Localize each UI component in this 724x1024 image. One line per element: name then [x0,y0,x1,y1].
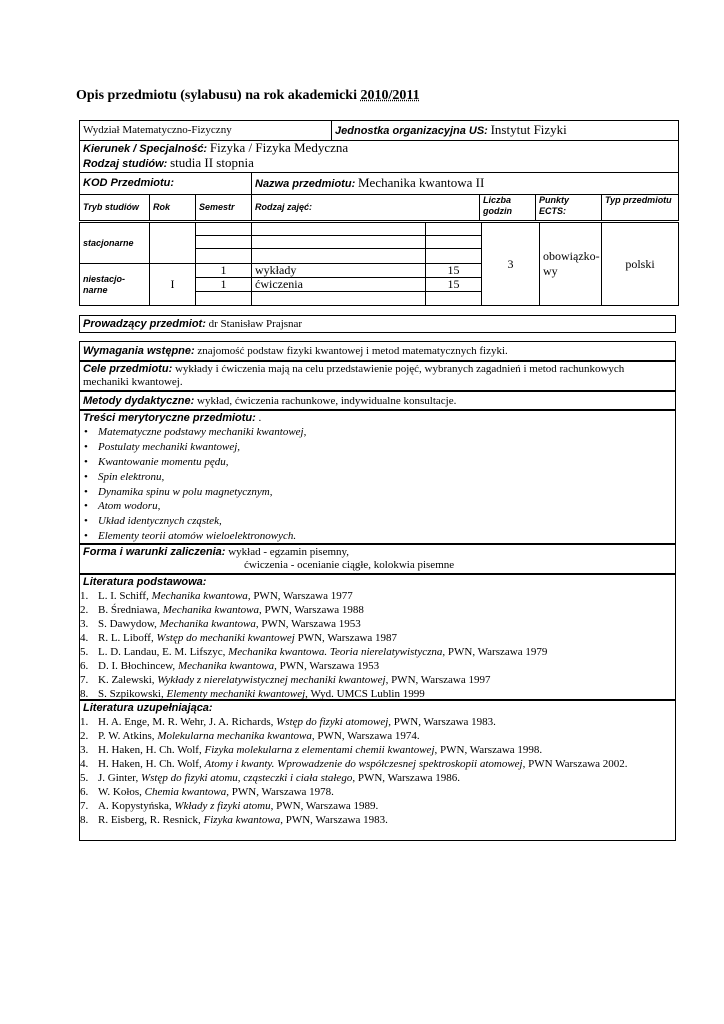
list-item [80,631,672,645]
direction-label: Kierunek / Specjalność: [83,143,208,155]
course-name-value: Mechanika kwantowa II [357,175,485,190]
literature-basic-label: Literatura podstawowa: [83,576,207,588]
item-rest: PWN, Warszawa 1987 [294,632,398,645]
academic-year: 2010/2011 [360,88,420,103]
item-author: H. Haken, H. Ch. Wolf, [98,744,205,757]
ects-value: 3 [482,223,540,306]
item-number: 4. [80,758,89,771]
col-type: Typ przedmiotu [602,195,679,221]
list-item [80,743,672,757]
methods-label: Metody dydaktyczne: [83,395,195,407]
year-full [150,223,196,264]
unit-value: Instytut Fizyki [490,122,567,137]
item-author: D. I. Błochincew, [98,660,178,673]
literature-extra-label: Literatura uzupełniająca: [83,702,213,714]
item-title: Mechanika kwantowa [151,590,248,603]
row-semester: 1 [196,264,252,278]
unit-cell [332,121,679,141]
direction-cell [80,141,679,173]
faculty: Wydział Matematyczno-Fizyczny [83,124,232,136]
literature-extra-list [80,715,672,827]
col-semester: Semestr [196,195,252,221]
requirements-label: Wymagania wstępne: [83,345,195,357]
item-number: 6. [80,786,89,799]
item-rest: , Wyd. UMCS Lublin 1999 [305,688,425,701]
literature-basic-list [80,589,672,701]
item-author: A. Kopystyńska, [98,800,175,813]
item-number: 8. [80,814,89,827]
item-rest: , PWN, Warszawa 1997 [385,674,491,687]
item-author: S. Dawydow, [98,618,160,631]
lang-value: polski [602,223,679,306]
list-item [80,645,672,659]
requirements-section [79,341,676,361]
item-title: Mechanika kwantowa [159,618,256,631]
item-number: 2. [80,730,89,743]
item-title: Chemia kwantowa [144,786,227,799]
studies-value: studia II stopnia [170,155,254,170]
methods-section [79,391,676,410]
list-item: • Układ identycznych cząstek, [80,514,672,529]
list-item: • Atom wodoru, [80,499,672,514]
list-item [80,771,672,785]
methods-value: wykład, ćwiczenia rachunkowe, indywidualne konsultacje. [197,395,457,407]
item-rest: , PWN, Warszawa 1979 [442,646,548,659]
row-kind: ćwiczenia [252,278,426,292]
item-title: Fizyka molekularna z elementami chemii kwantowej [204,744,435,757]
item-author: K. Zalewski, [98,674,158,687]
content-label: Treści merytoryczne przedmiotu: [83,412,256,424]
list-item: • Matematyczne podstawy mechaniki kwantowej, [80,425,672,440]
item-rest: , PWN, Warszawa 1986. [352,772,461,785]
item-rest: , PWN, Warszawa 1983. [280,814,388,827]
row-semester: 1 [196,278,252,292]
row-hours: 15 [426,264,482,278]
list-item [80,589,672,603]
item-rest: , PWN Warszawa 2002. [522,758,628,771]
item-rest: , PWN, Warszawa 1977 [247,590,353,603]
item-author: P. W. Atkins, [98,730,158,743]
item-author: R. Eisberg, R. Resnick, [98,814,204,827]
list-item [80,729,672,743]
item-number: 5. [80,646,89,659]
item-number: 1. [80,716,89,729]
item-title: Wstęp do mechaniki kwantowej [156,632,295,645]
lecturer-section [79,315,676,333]
item-number: 7. [80,800,89,813]
item-rest: , PWN, Warszawa 1974. [311,730,420,743]
item-number: 3. [80,618,89,631]
list-item [80,617,672,631]
item-title: Wstęp do fizyki atomu, cząsteczki i ciała stałego [140,772,353,785]
item-number: 7. [80,674,89,687]
item-author: H. A. Enge, M. R. Wehr, J. A. Richards, [98,716,277,729]
item-number: 6. [80,660,89,673]
item-title: Elementy mechaniki kwantowej [166,688,306,701]
row-hours: 15 [426,278,482,292]
item-number: 4. [80,632,89,645]
row-kind: wykłady [252,264,426,278]
item-author: W. Kołos, [98,786,145,799]
item-rest: , PWN, Warszawa 1998. [434,744,543,757]
item-title: Wstęp do fizyki atomowej [276,716,389,729]
title-prefix: Opis przedmiotu (sylabusu) na rok akademicki [76,88,361,103]
type-value: obowiązko-wy [540,223,602,306]
lecturer-value: dr Stanisław Prajsnar [208,318,303,330]
item-number: 3. [80,744,89,757]
list-item [80,715,672,729]
course-name-cell [252,173,679,195]
assessment-line1: wykład - egzamin pisemny, [228,546,350,558]
requirements-value: znajomość podstaw fizyki kwantowej i metod matematycznych fizyki. [197,345,508,357]
assessment-section [79,544,676,574]
course-name-label: Nazwa przedmiotu: [255,178,356,190]
assessment-label: Forma i warunki zaliczenia: [83,546,226,558]
item-author: L. D. Landau, E. M. Lifszyc, [98,646,229,659]
goals-section [79,361,676,391]
mode-part: niestacjo-narne [80,264,150,306]
item-title: Wkłady z fizyki atomu [174,800,271,813]
item-title: Fizyka kwantowa [203,814,281,827]
col-year: Rok [150,195,196,221]
list-item: • Dynamika spinu w polu magnetycznym, [80,485,672,500]
lecturer-label: Prowadzący przedmiot: [83,318,206,330]
col-kind: Rodzaj zajęć: [252,195,480,221]
list-item: • Elementy teorii atomów wieloelektronowych. [80,529,672,544]
col-mode: Tryb studiów [80,195,150,221]
literature-basic-section [79,574,676,700]
faculty-cell [80,121,332,141]
course-header-table [79,120,679,221]
content-suffix: . [255,412,262,424]
item-title: Mechanika kwantowa [162,604,259,617]
item-author: R. L. Liboff, [98,632,157,645]
list-item: • Postulaty mechaniki kwantowej, [80,440,672,455]
item-rest: , PWN, Warszawa 1989. [270,800,379,813]
item-number: 1. [80,590,89,603]
list-item [80,799,672,813]
code-cell [80,173,252,195]
col-ects: Punkty ECTS: [536,195,602,221]
literature-extra-section [79,700,676,841]
item-author: J. Ginter, [98,772,141,785]
col-hours: Liczba godzin [480,195,536,221]
item-number: 5. [80,772,89,785]
content-list [80,425,672,543]
direction-value: Fizyka / Fizyka Medyczna [209,140,349,155]
item-title: Molekularna mechanika kwantowa [157,730,312,743]
item-author: S. Szpikowski, [98,688,167,701]
item-rest: , PWN, Warszawa 1953 [255,618,361,631]
list-item [80,785,672,799]
goals-label: Cele przedmiotu: [83,363,173,375]
item-number: 8. [80,688,89,701]
item-author: L. I. Schiff, [98,590,152,603]
item-rest: , PWN, Warszawa 1983. [388,716,496,729]
list-item [80,659,672,673]
list-item: • Spin elektronu, [80,470,672,485]
item-title: Mechanika kwantowa [177,660,275,673]
item-title: Wykłady z nierelatywistycznej mechaniki kwantowej [157,674,386,687]
item-rest: , PWN, Warszawa 1988 [259,604,364,617]
code-label: KOD Przedmiotu: [83,177,175,189]
year-part: I [150,264,196,306]
item-number: 2. [80,604,89,617]
item-rest: , PWN, Warszawa 1978. [226,786,334,799]
list-item: • Kwantowanie momentu pędu, [80,455,672,470]
assessment-line2: ćwiczenia - ocenianie ciągłe, kolokwia pisemne [244,559,455,572]
unit-label: Jednostka organizacyjna US: [335,125,488,137]
goals-value: wykłady i ćwiczenia mają na celu przedstawienie pojęć, wybranych zagadnień i metod rachunkowych mechaniki kwantowej. [83,363,625,389]
item-title: Atomy i kwanty. Wprowadzenie do współczesnej spektroskopii atomowej [204,758,523,771]
list-item [80,603,672,617]
list-item [80,673,672,687]
page-title [76,88,420,104]
item-title: Mechanika kwantowa. Teoria nierelatywistyczna [228,646,443,659]
item-author: B. Średniawa, [98,604,163,617]
schedule-table [79,222,679,306]
mode-full: stacjonarne [80,223,150,264]
content-section [79,410,676,544]
studies-label: Rodzaj studiów: [83,158,168,170]
list-item [80,813,672,827]
list-item [80,757,672,771]
item-author: H. Haken, H. Ch. Wolf, [98,758,205,771]
item-rest: , PWN, Warszawa 1953 [274,660,380,673]
